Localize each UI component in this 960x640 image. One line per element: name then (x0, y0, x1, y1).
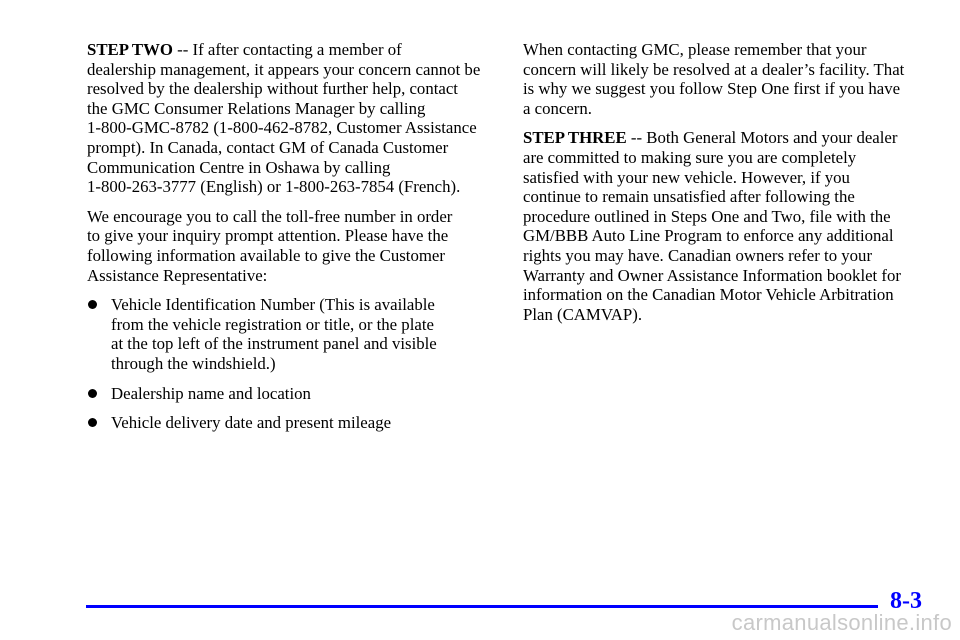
step-two-line: resolved by the dealership without further help, contact (87, 79, 458, 99)
left-column (87, 40, 492, 443)
step-two-heading: STEP TWO (87, 40, 173, 59)
step-three-paragraph (523, 128, 933, 324)
encourage-line: to give your inquiry prompt attention. Please have the (87, 226, 449, 246)
step-two-line: the GMC Consumer Relations Manager by calling (87, 98, 426, 118)
bullet-line: from the vehicle registration or title, or the plate (111, 314, 434, 334)
step-two-line: -- If after contacting a member of (172, 40, 402, 59)
step-three-heading: STEP THREE (523, 128, 627, 148)
bullet-line: Vehicle Identification Number (This is available (111, 295, 435, 315)
bullet-item-delivery (87, 413, 492, 433)
step-two-line: 1-800-263-3777 (English) or 1-800-263-7854 (French). (87, 177, 461, 197)
contact-line: concern will likely be resolved at a dealer’s facility. That (523, 59, 905, 79)
encourage-line: Assistance Representative: (87, 265, 268, 285)
step-three-line: GM/BBB Auto Line Program to enforce any additional (523, 226, 894, 246)
bullet-item-dealership (87, 384, 492, 404)
bullet-line: Vehicle delivery date and present mileage (111, 413, 392, 433)
contact-line: a concern. (523, 98, 592, 118)
contact-paragraph (523, 40, 933, 118)
step-two-paragraph (87, 40, 492, 197)
step-three-line: rights you may have. Canadian owners refer to your (523, 245, 873, 265)
step-three-line: satisfied with your new vehicle. However, if you (523, 167, 850, 187)
step-two-line: prompt). In Canada, contact GM of Canada Customer (87, 137, 449, 157)
bullet-line: at the top left of the instrument panel and visible (111, 334, 437, 354)
contact-line: When contacting GMC, please remember that your (523, 40, 867, 59)
step-three-line: -- Both General Motors and your dealer (626, 128, 898, 148)
bullet-item-vin (87, 295, 492, 373)
encourage-line: following information available to give the Customer (87, 245, 445, 265)
watermark: carmanualsonline.info (731, 610, 952, 635)
encourage-paragraph (87, 207, 492, 285)
step-three-line: information on the Canadian Motor Vehicle Arbitration (523, 285, 894, 305)
page-number: 8-3 (890, 588, 922, 614)
step-two-line: Communication Centre in Oshawa by calling (87, 157, 391, 177)
bullet-dot-icon (88, 389, 97, 398)
step-three-line: Plan (CAMVAP). (523, 304, 643, 324)
bullet-line: Dealership name and location (111, 383, 311, 403)
bullet-dot-icon (88, 418, 97, 427)
bullet-line: through the windshield.) (111, 353, 276, 373)
step-three-line: continue to remain unsatisfied after following the (523, 187, 855, 207)
step-three-line: are committed to making sure you are completely (523, 147, 857, 167)
step-three-line: Warranty and Owner Assistance Information booklet for (523, 265, 901, 285)
right-column (523, 40, 933, 334)
step-three-line: procedure outlined in Steps One and Two, file with the (523, 206, 891, 226)
encourage-line: We encourage you to call the toll-free number in order (87, 206, 453, 226)
footer-rule (86, 605, 878, 608)
step-two-line: dealership management, it appears your concern cannot be (87, 59, 481, 79)
bullet-dot-icon (88, 300, 97, 309)
contact-line: is why we suggest you follow Step One first if you have (523, 79, 901, 99)
step-two-line: 1-800-GMC-8782 (1-800-462-8782, Customer Assistance (87, 118, 477, 138)
